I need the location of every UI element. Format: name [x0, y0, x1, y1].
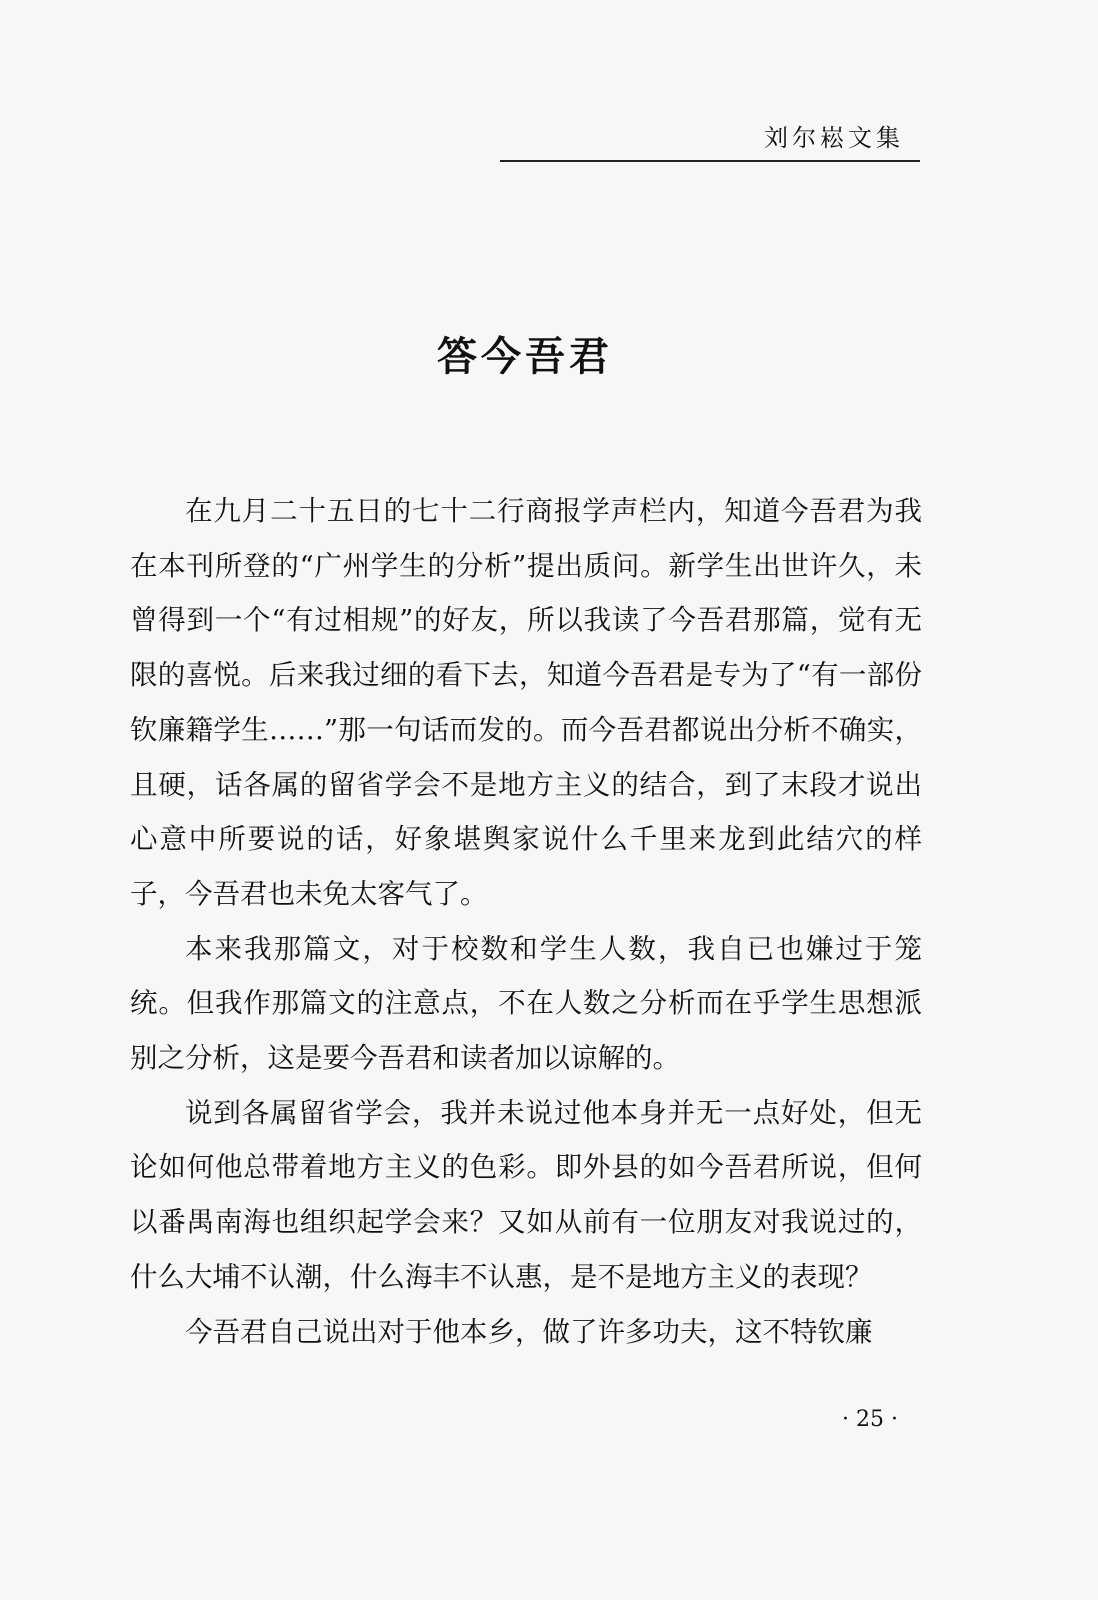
article-title: 答今吾君 — [437, 334, 613, 380]
header-rule — [500, 160, 920, 162]
paragraph-2: 本来我那篇文，对于校数和学生人数，我自已也嫌过于笼统。但我作那篇文的注意点，不在人数之分析而在乎学生思想派别之分析，这是要今吾君和读者加以谅解的。 — [130, 932, 922, 1075]
article-body — [130, 484, 922, 1359]
book-title: 刘尔崧文集 — [764, 124, 904, 152]
paragraph-3: 说到各属留省学会，我并未说过他本身并无一点好处，但无论如何他总带着地方主义的色彩。即外县的如今吾君所说，但何以番禺南海也组织起学会来？又如从前有一位朋友对我说过的，什么大埔不认潮，什么海丰不认惠，是不是地方主义的表现？ — [130, 1096, 922, 1293]
page-number: · 25 · — [842, 1407, 898, 1432]
running-head — [500, 120, 920, 162]
paragraph-4: 今吾君自己说出对于他本乡，做了许多功夫，这不特钦廉 — [185, 1315, 873, 1348]
paragraph-1: 在九月二十五日的七十二行商报学声栏内，知道今吾君为我在本刊所登的“广州学生的分析”提出质问。新学生出世许久，未曾得到一个“有过相规”的好友，所以我读了今吾君那篇，觉有无限的喜悦。后来我过细的看下去，知道今吾君是专为了“有一部份钦廉籍学生……”那一句话而发的。而今吾君都说出分析不确实，且硬，话各属的留省学会不是地方主义的结合，到了末段才说出心意中所要说的话，好象堪舆家说什么千里来龙到此结穴的样子，今吾君也未免太客气了。 — [130, 495, 922, 910]
